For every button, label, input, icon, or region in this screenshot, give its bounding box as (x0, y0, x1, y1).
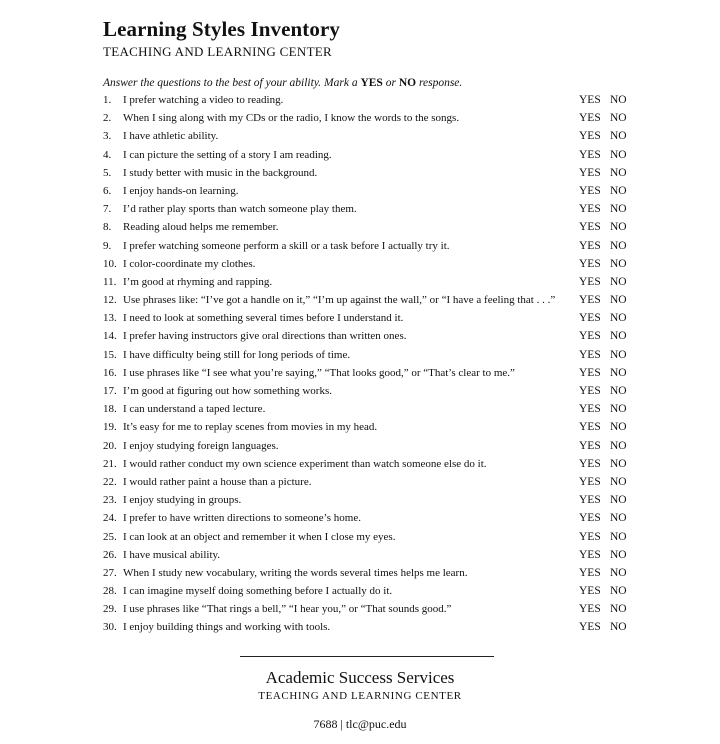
question-row (0, 582, 720, 600)
question-row (0, 473, 720, 491)
question-text: I color-coordinate my clothes. (123, 257, 256, 270)
yes-option[interactable]: YES (579, 312, 601, 325)
question-number: 16. (103, 366, 117, 379)
question-row (0, 218, 720, 236)
question-number: 27. (103, 566, 117, 579)
question-number: 3. (103, 130, 112, 143)
question-row (0, 364, 720, 382)
question-text: I can picture the setting of a story I am reading. (123, 148, 332, 161)
question-row (0, 255, 720, 273)
yes-option[interactable]: YES (579, 366, 601, 379)
yes-option[interactable]: YES (579, 148, 601, 161)
no-option[interactable]: NO (610, 475, 627, 488)
instructions-part3: response. (416, 77, 463, 89)
question-text: Reading aloud helps me remember. (123, 221, 279, 234)
question-text: I would rather conduct my own science experiment than watch someone else do it. (123, 457, 487, 470)
question-row (0, 273, 720, 291)
question-text: It’s easy for me to replay scenes from movies in my head. (123, 421, 378, 434)
yes-option[interactable]: YES (579, 294, 601, 307)
question-number: 29. (103, 603, 117, 616)
footer-divider (240, 656, 494, 657)
instructions-part1: Answer the questions to the best of your ability. Mark a (103, 77, 361, 89)
no-option[interactable]: NO (610, 403, 627, 416)
yes-option[interactable]: YES (579, 203, 601, 216)
question-text: I enjoy studying foreign languages. (123, 439, 279, 452)
question-text: I study better with music in the background. (123, 166, 318, 179)
yes-option[interactable]: YES (579, 494, 601, 507)
question-number: 6. (103, 184, 112, 197)
question-number: 13. (103, 312, 117, 325)
yes-option[interactable]: YES (579, 566, 601, 579)
question-row (0, 564, 720, 582)
yes-option[interactable]: YES (579, 512, 601, 525)
question-number: 28. (103, 585, 117, 598)
footer-organization: Academic Success Services (265, 668, 455, 687)
question-text: I prefer watching someone perform a skill or a task before I actually try it. (123, 239, 450, 252)
question-text: I can understand a taped lecture. (123, 403, 266, 416)
yes-option[interactable]: YES (579, 112, 601, 125)
question-number: 23. (103, 494, 117, 507)
yes-option[interactable]: YES (579, 257, 601, 270)
question-row (0, 600, 720, 618)
no-option[interactable]: NO (610, 585, 627, 598)
yes-option[interactable]: YES (579, 457, 601, 470)
question-row (0, 455, 720, 473)
yes-option[interactable]: YES (579, 94, 601, 106)
no-option[interactable]: NO (610, 294, 627, 307)
question-number: 9. (103, 239, 112, 252)
question-text: I enjoy studying in groups. (123, 494, 242, 507)
question-number: 20. (103, 439, 117, 452)
question-number: 1. (103, 94, 112, 106)
question-row (0, 491, 720, 509)
question-number: 10. (103, 257, 117, 270)
question-text: When I study new vocabulary, writing the words several times helps me learn. (123, 566, 468, 579)
yes-option[interactable]: YES (579, 621, 601, 634)
question-text: I need to look at something several times before I understand it. (123, 312, 404, 325)
no-option[interactable]: NO (610, 603, 627, 616)
no-option[interactable]: NO (610, 184, 627, 197)
question-row (0, 509, 720, 527)
question-number: 4. (103, 148, 112, 161)
question-number: 15. (103, 348, 117, 361)
question-number: 21. (103, 457, 117, 470)
yes-option[interactable]: YES (579, 530, 601, 543)
question-number: 30. (103, 621, 117, 634)
question-row (0, 237, 720, 255)
no-option[interactable]: NO (610, 457, 627, 470)
no-option[interactable]: NO (610, 330, 627, 343)
question-row (0, 200, 720, 218)
footer-contact: 7688 | tlc@puc.edu (313, 717, 407, 731)
question-row (0, 400, 720, 418)
question-text: I can look at an object and remember it when I close my eyes. (123, 530, 396, 543)
question-row (0, 418, 720, 436)
question-number: 12. (103, 294, 117, 307)
question-row (0, 109, 720, 127)
question-text: I prefer to have written directions to someone’s home. (123, 512, 361, 525)
no-option[interactable]: NO (610, 439, 627, 452)
instructions-no: NO (398, 77, 417, 89)
question-text: I have difficulty being still for long periods of time. (123, 348, 351, 361)
no-option[interactable]: NO (610, 566, 627, 579)
yes-option[interactable]: YES (579, 239, 601, 252)
question-row (0, 91, 720, 109)
question-number: 5. (103, 166, 112, 179)
no-option[interactable]: NO (610, 512, 627, 525)
question-row (0, 291, 720, 309)
question-list (0, 91, 720, 637)
question-row (0, 327, 720, 345)
no-option[interactable]: NO (610, 112, 627, 125)
question-number: 7. (103, 203, 112, 216)
question-number: 17. (103, 385, 117, 397)
question-number: 18. (103, 403, 117, 416)
instructions-yes: YES (360, 77, 383, 89)
question-number: 11. (103, 275, 117, 288)
instructions (103, 77, 462, 89)
question-row (0, 309, 720, 327)
no-option[interactable]: NO (610, 239, 627, 252)
question-number: 8. (103, 221, 112, 234)
no-option[interactable]: NO (610, 203, 627, 216)
yes-option[interactable]: YES (579, 385, 601, 397)
no-option[interactable]: NO (610, 221, 627, 234)
yes-option[interactable]: YES (579, 421, 601, 434)
question-number: 22. (103, 475, 117, 488)
yes-option[interactable]: YES (579, 130, 601, 143)
question-text: Use phrases like: “I’ve got a handle on it,” “I’m up against the wall,” or “I have a feeling that . . .” (123, 294, 556, 307)
yes-option[interactable]: YES (579, 403, 601, 416)
yes-option[interactable]: YES (579, 275, 601, 288)
yes-option[interactable]: YES (579, 184, 601, 197)
yes-option[interactable]: YES (579, 475, 601, 488)
question-text: I’d rather play sports than watch someone play them. (123, 203, 357, 216)
question-number: 19. (103, 421, 117, 434)
question-row (0, 146, 720, 164)
question-number: 24. (103, 512, 117, 525)
question-text: I have musical ability. (123, 548, 221, 561)
no-option[interactable]: NO (610, 166, 627, 179)
page-subtitle: TEACHING AND LEARNING CENTER (103, 44, 333, 59)
yes-option[interactable]: YES (579, 439, 601, 452)
yes-option[interactable]: YES (579, 603, 601, 616)
no-option[interactable]: NO (610, 548, 627, 561)
no-option[interactable]: NO (610, 421, 627, 434)
no-option[interactable]: NO (610, 275, 627, 288)
yes-option[interactable]: YES (579, 166, 601, 179)
instructions-part2: or (382, 77, 399, 89)
question-text: I’m good at rhyming and rapping. (123, 275, 273, 288)
question-row (0, 346, 720, 364)
question-text: I can imagine myself doing something before I actually do it. (123, 585, 393, 598)
yes-option[interactable]: YES (579, 330, 601, 343)
no-option[interactable]: NO (610, 530, 627, 543)
no-option[interactable]: NO (610, 94, 627, 106)
question-row (0, 382, 720, 400)
question-text: I prefer having instructors give oral directions than written ones. (123, 330, 407, 343)
question-number: 2. (103, 112, 112, 125)
no-option[interactable]: NO (610, 148, 627, 161)
question-row (0, 528, 720, 546)
page-title: Learning Styles Inventory (103, 17, 341, 41)
question-text: I’m good at figuring out how something works. (123, 385, 332, 397)
no-option[interactable]: NO (610, 621, 627, 634)
footer-center-name: TEACHING AND LEARNING CENTER (258, 690, 462, 702)
question-text: I use phrases like “That rings a bell,” “I hear you,” or “That sounds good.” (123, 603, 452, 616)
question-text: I have athletic ability. (123, 130, 219, 143)
question-row (0, 618, 720, 636)
no-option[interactable]: NO (610, 348, 627, 361)
question-row (0, 164, 720, 182)
yes-option[interactable]: YES (579, 585, 601, 598)
question-text: I enjoy building things and working with tools. (123, 621, 331, 634)
no-option[interactable]: NO (610, 494, 627, 507)
question-text: I prefer watching a video to reading. (123, 94, 284, 106)
question-row (0, 437, 720, 455)
question-text: I enjoy hands-on learning. (123, 184, 239, 197)
question-number: 14. (103, 330, 117, 343)
no-option[interactable]: NO (610, 257, 627, 270)
question-row (0, 546, 720, 564)
no-option[interactable]: NO (610, 366, 627, 379)
no-option[interactable]: NO (610, 312, 627, 325)
question-number: 26. (103, 548, 117, 561)
question-text: I would rather paint a house than a picture. (123, 475, 312, 488)
question-text: When I sing along with my CDs or the radio, I know the words to the songs. (123, 112, 460, 125)
yes-option[interactable]: YES (579, 548, 601, 561)
question-number: 25. (103, 530, 117, 543)
no-option[interactable]: NO (610, 385, 627, 397)
question-row (0, 182, 720, 200)
yes-option[interactable]: YES (579, 221, 601, 234)
question-row (0, 127, 720, 145)
no-option[interactable]: NO (610, 130, 627, 143)
yes-option[interactable]: YES (579, 348, 601, 361)
question-text: I use phrases like “I see what you’re saying,” “That looks good,” or “That’s clear to me.” (123, 366, 515, 379)
